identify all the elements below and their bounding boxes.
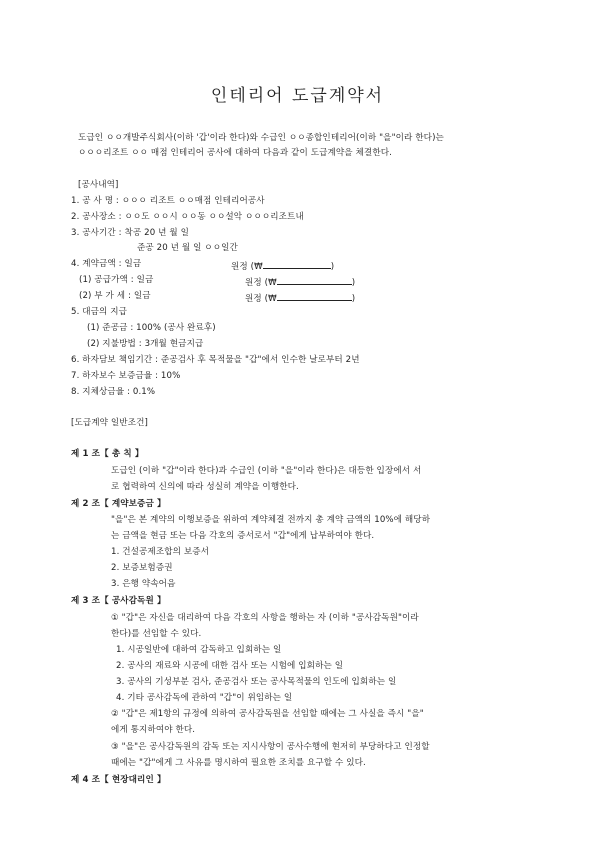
item-payment-completion: (1) 준공금 : 100% (공사 완료후)	[87, 323, 216, 333]
article-1-line-1: 도급인 (이하 "갑"이라 한다)과 수급인 (이하 "을"이라 한다)은 대등한 입장에서 서	[111, 466, 422, 476]
article-3-item-1: 1. 시공일반에 대하여 감독하고 입회하는 일	[116, 645, 282, 655]
intro-line-1: 도급인 ㅇㅇ개발주식회사(이하 '갑'이라 한다)와 수급인 ㅇㅇ종합인테리어(이하 "을"이라 한다)는	[78, 133, 444, 143]
supply-value-won	[245, 275, 355, 289]
article-2-line-1: "을"은 본 계약의 이행보증을 위하여 계약체결 전까지 총 계약 금액의 10%에 해당하	[111, 515, 431, 525]
contract-amount-won	[231, 259, 334, 273]
item-payment-method: (2) 지불방법 : 3개월 현금지급	[87, 339, 204, 349]
article-2-line-2: 는 금액을 현금 또는 다음 각호의 증서로서 "갑"에게 납부하여야 한다.	[111, 531, 375, 541]
item-supply-value: (1) 공급가액 : 일금	[79, 275, 154, 285]
article-3-para-3-line-1: ③ "을"은 공사감독원의 감독 또는 지시사항이 공사수행에 현저히 부당하다고 인정할	[111, 742, 430, 752]
item-defect-liability-period: 6. 하자담보 책임기간 : 준공검사 후 목적물을 "갑"에서 인수한 날로부터 2년	[71, 355, 360, 365]
section-heading-work-details: [공사내역]	[78, 180, 119, 190]
article-3-item-4: 4. 기타 공사감독에 관하여 "갑"이 위임하는 일	[116, 693, 293, 703]
article-3-item-2: 2. 공사의 재료와 시공에 대한 검사 또는 시험에 입회하는 일	[116, 661, 344, 671]
item-project-period-end: 준공 20 년 월 일 ㅇㅇ일간	[137, 243, 238, 253]
article-4-heading: 제 4 조【 현장대리인 】	[71, 775, 166, 785]
article-1-line-2: 로 협력하여 신의에 따라 성실히 계약을 이행한다.	[111, 482, 299, 492]
intro-line-2: ㅇㅇㅇ리조트 ㅇㅇ 매점 인테리어 공사에 대하여 다음과 같이 도급계약을 체결한다.	[78, 148, 392, 158]
article-2-item-3: 3. 은행 약속어음	[111, 579, 176, 589]
contract-amount-won-label: 원정 (₩	[231, 262, 263, 272]
article-3-para-1-line-1: ① "갑"은 자신을 대리하여 다음 각호의 사항을 행하는 자 (이하 "공사감독원"이라	[111, 613, 419, 623]
vat-blank	[277, 291, 352, 301]
vat-won	[245, 291, 355, 305]
document-title: 인테리어 도급계약서	[210, 86, 385, 106]
article-2-item-1: 1. 건설공제조합의 보증서	[111, 547, 210, 557]
vat-close: )	[351, 294, 356, 304]
article-2-item-2: 2. 보증보험증권	[111, 563, 173, 573]
supply-value-won-label: 원정 (₩	[245, 278, 277, 288]
item-project-name: 1. 공 사 명 : ㅇㅇㅇ 리조트 ㅇㅇ매점 인테리어공사	[71, 196, 265, 206]
contract-amount-blank	[263, 259, 331, 269]
article-3-heading: 제 3 조【 공사감독원 】	[71, 596, 166, 606]
supply-value-close: )	[351, 278, 356, 288]
vat-won-label: 원정 (₩	[245, 294, 277, 304]
article-3-item-3: 3. 공사의 기성부분 검사, 준공검사 또는 공사목적물의 인도에 입회하는 일	[116, 677, 397, 687]
contract-amount-close: )	[330, 262, 335, 272]
article-2-heading: 제 2 조【 계약보증금 】	[71, 499, 166, 509]
section-heading-general-conditions: [도급계약 일반조건]	[71, 418, 148, 428]
article-3-para-2-line-2: 에게 통지하여야 한다.	[111, 725, 196, 735]
item-vat: (2) 부 가 세 : 일금	[79, 291, 151, 301]
article-3-para-1-line-2: 한다)를 선임할 수 있다.	[111, 629, 202, 639]
article-3-para-2-line-1: ② "갑"은 제1항의 규정에 의하여 공사감독원을 선임할 때에는 그 사실을 즉시 "을"	[111, 709, 424, 719]
item-payment: 5. 대금의 지급	[71, 307, 128, 317]
item-defect-deposit-rate: 7. 하자보수 보증금율 : 10%	[71, 371, 181, 381]
item-contract-amount: 4. 계약금액 : 일금	[71, 259, 142, 269]
item-delay-penalty-rate: 8. 지체상금율 : 0.1%	[71, 387, 156, 397]
supply-value-blank	[277, 275, 352, 285]
article-1-heading: 제 1 조【 총 칙 】	[71, 449, 144, 459]
article-3-para-3-line-2: 때에는 "갑"에게 그 사유를 명시하여 필요한 조치를 요구할 수 있다.	[111, 758, 366, 768]
item-project-period-start: 3. 공사기간 : 착공 20 년 월 일	[71, 228, 189, 238]
item-project-location: 2. 공사장소 : ㅇㅇ도 ㅇㅇ시 ㅇㅇ동 ㅇㅇ설악 ㅇㅇㅇ리조트내	[71, 212, 304, 222]
